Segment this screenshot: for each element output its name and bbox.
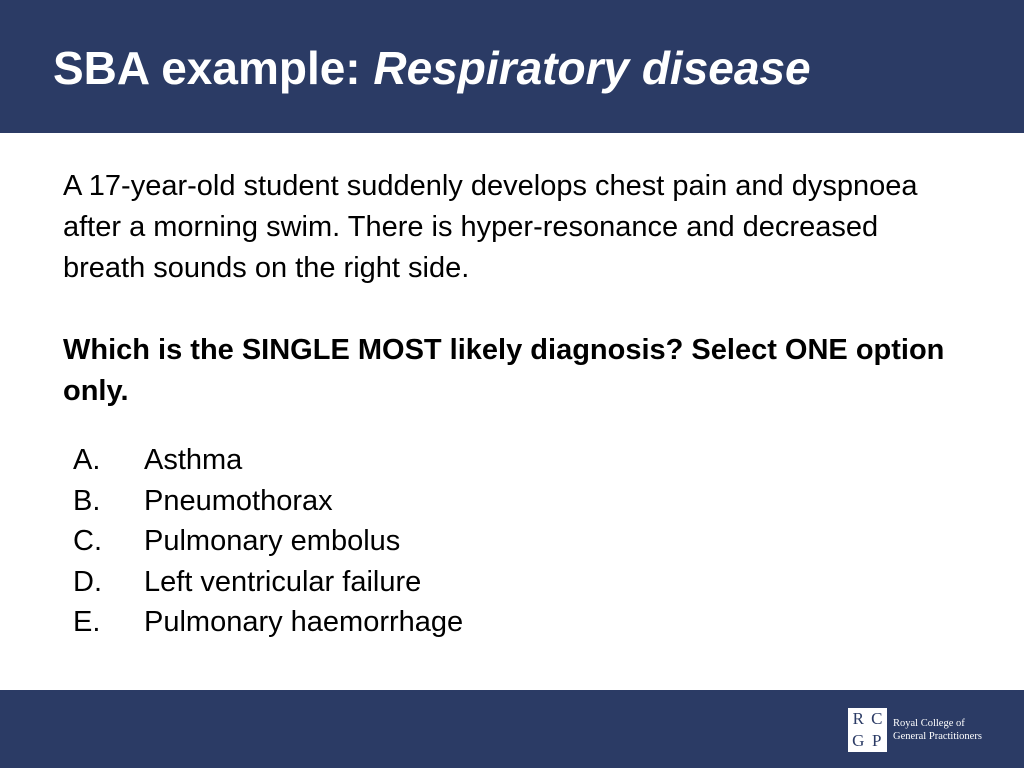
option-c xyxy=(63,521,963,562)
monogram-letter: G xyxy=(852,731,865,750)
option-text: Pneumothorax xyxy=(144,484,333,517)
title-topic: Respiratory disease xyxy=(373,42,811,94)
option-letter: C. xyxy=(73,525,102,557)
option-d xyxy=(63,562,963,603)
option-b xyxy=(63,481,963,522)
logo-line-2: General Practitioners xyxy=(893,731,982,742)
option-letter: D. xyxy=(73,565,102,598)
question-prompt: Which is the SINGLE MOST likely diagnosis? Select ONE option only. xyxy=(63,334,945,407)
rcgp-logo xyxy=(848,707,1002,753)
option-letter: E. xyxy=(73,606,101,638)
option-letter: B. xyxy=(73,484,101,517)
answer-options xyxy=(63,440,963,643)
slide-title xyxy=(53,38,811,98)
option-letter: A. xyxy=(73,444,101,476)
option-text: Pulmonary embolus xyxy=(144,525,401,557)
logo-wordmark xyxy=(893,717,982,743)
monogram-letter: P xyxy=(872,731,882,750)
title-prefix: SBA example: xyxy=(53,42,374,94)
option-text: Left ventricular failure xyxy=(144,565,422,598)
title-banner xyxy=(0,0,1024,133)
option-e xyxy=(63,602,963,643)
monogram-letter: C xyxy=(871,709,883,728)
logo-line-1: Royal College of xyxy=(893,718,965,729)
question-stem: A 17-year-old student suddenly develops chest pain and dyspnoea after a morning swim. There is hyper-resonance and decreased breath sounds on the right side. xyxy=(63,170,918,284)
option-a xyxy=(63,440,963,481)
monogram-letter: R xyxy=(852,709,864,728)
option-text: Pulmonary haemorrhage xyxy=(144,606,464,638)
rcgp-monogram-icon xyxy=(848,708,887,752)
question-content xyxy=(63,166,963,643)
option-text: Asthma xyxy=(144,444,243,476)
